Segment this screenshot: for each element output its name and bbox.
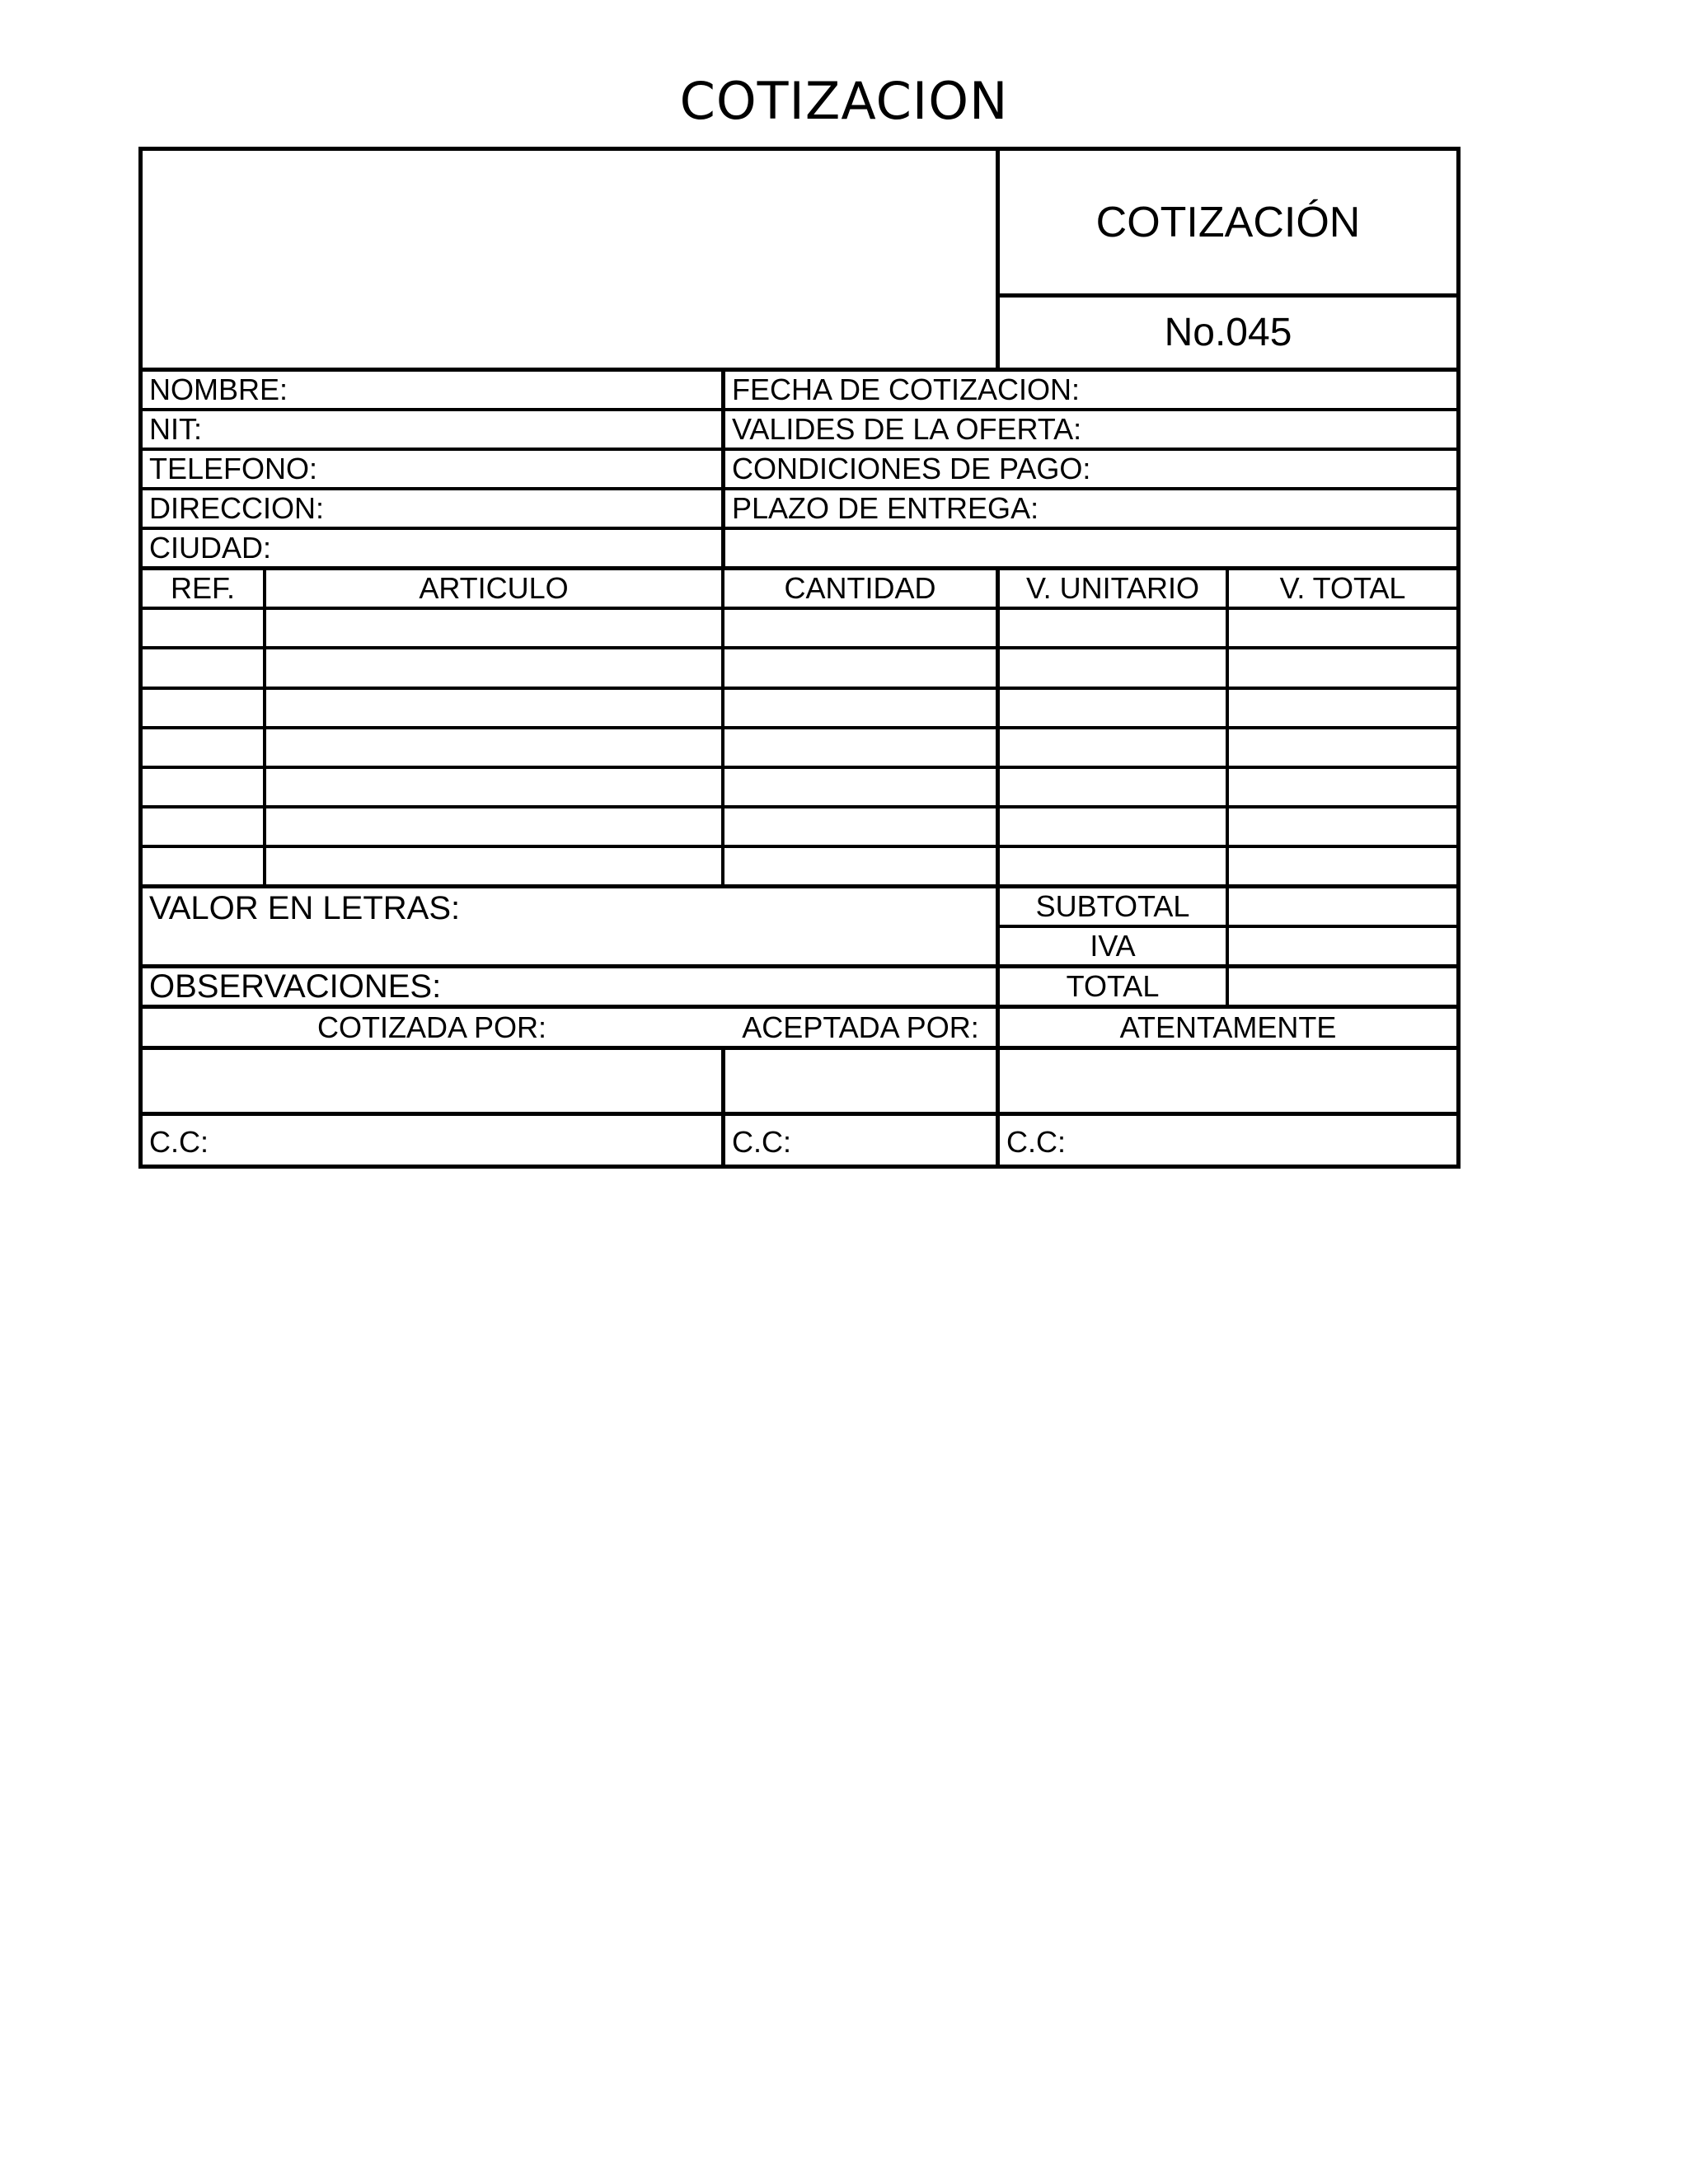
field-label-city: CIUDAD:	[149, 531, 272, 565]
cc-label-quoted: C.C:	[149, 1124, 209, 1159]
cc-label-accepted: C.C:	[732, 1124, 791, 1159]
divider	[143, 687, 1456, 690]
regards-label: ATENTAMENTE	[1119, 1010, 1337, 1044]
divider	[143, 607, 1456, 610]
amount-in-words-label: VALOR EN LETRAS:	[149, 890, 461, 926]
page-title: COTIZACION	[679, 71, 1009, 131]
quotation-form	[138, 147, 1461, 1169]
divider	[143, 766, 1456, 769]
subtotal-label: SUBTOTAL	[1035, 889, 1190, 923]
divider	[1226, 566, 1229, 1005]
quotation-heading: COTIZACIÓN	[1095, 198, 1361, 246]
column-header-quantity: CANTIDAD	[784, 571, 936, 605]
quoted-by-label: COTIZADA POR:	[316, 1010, 547, 1044]
field-label-address: DIRECCION:	[149, 491, 325, 525]
divider	[721, 566, 724, 884]
divider	[143, 646, 1456, 649]
divider	[263, 566, 266, 884]
cc-label-regards: C.C:	[1006, 1124, 1066, 1159]
accepted-by-label: ACEPTADA POR:	[742, 1010, 979, 1044]
column-header-unit-value: V. UNITARIO	[1025, 571, 1200, 605]
iva-label: IVA	[1090, 929, 1136, 963]
observations-label: OBSERVACIONES:	[149, 968, 442, 1005]
column-header-article: ARTICULO	[419, 571, 569, 605]
column-header-total-value: V. TOTAL	[1279, 571, 1406, 605]
divider	[996, 566, 1000, 1168]
divider	[143, 805, 1456, 808]
divider	[143, 1046, 1456, 1050]
field-label-date: FECHA DE COTIZACION:	[732, 373, 1081, 406]
field-label-nit: NIT:	[149, 412, 203, 446]
quotation-number: No.045	[1164, 311, 1292, 354]
divider	[143, 845, 1456, 848]
divider	[143, 726, 1456, 729]
total-label: TOTAL	[1066, 969, 1160, 1003]
column-header-ref: REF.	[170, 571, 235, 605]
field-label-payment: CONDICIONES DE PAGO:	[732, 452, 1091, 485]
field-label-phone: TELEFONO:	[149, 452, 318, 485]
field-label-validity: VALIDES DE LA OFERTA:	[732, 412, 1082, 446]
field-label-name: NOMBRE:	[149, 373, 288, 406]
field-label-delivery: PLAZO DE ENTREGA:	[732, 491, 1039, 525]
